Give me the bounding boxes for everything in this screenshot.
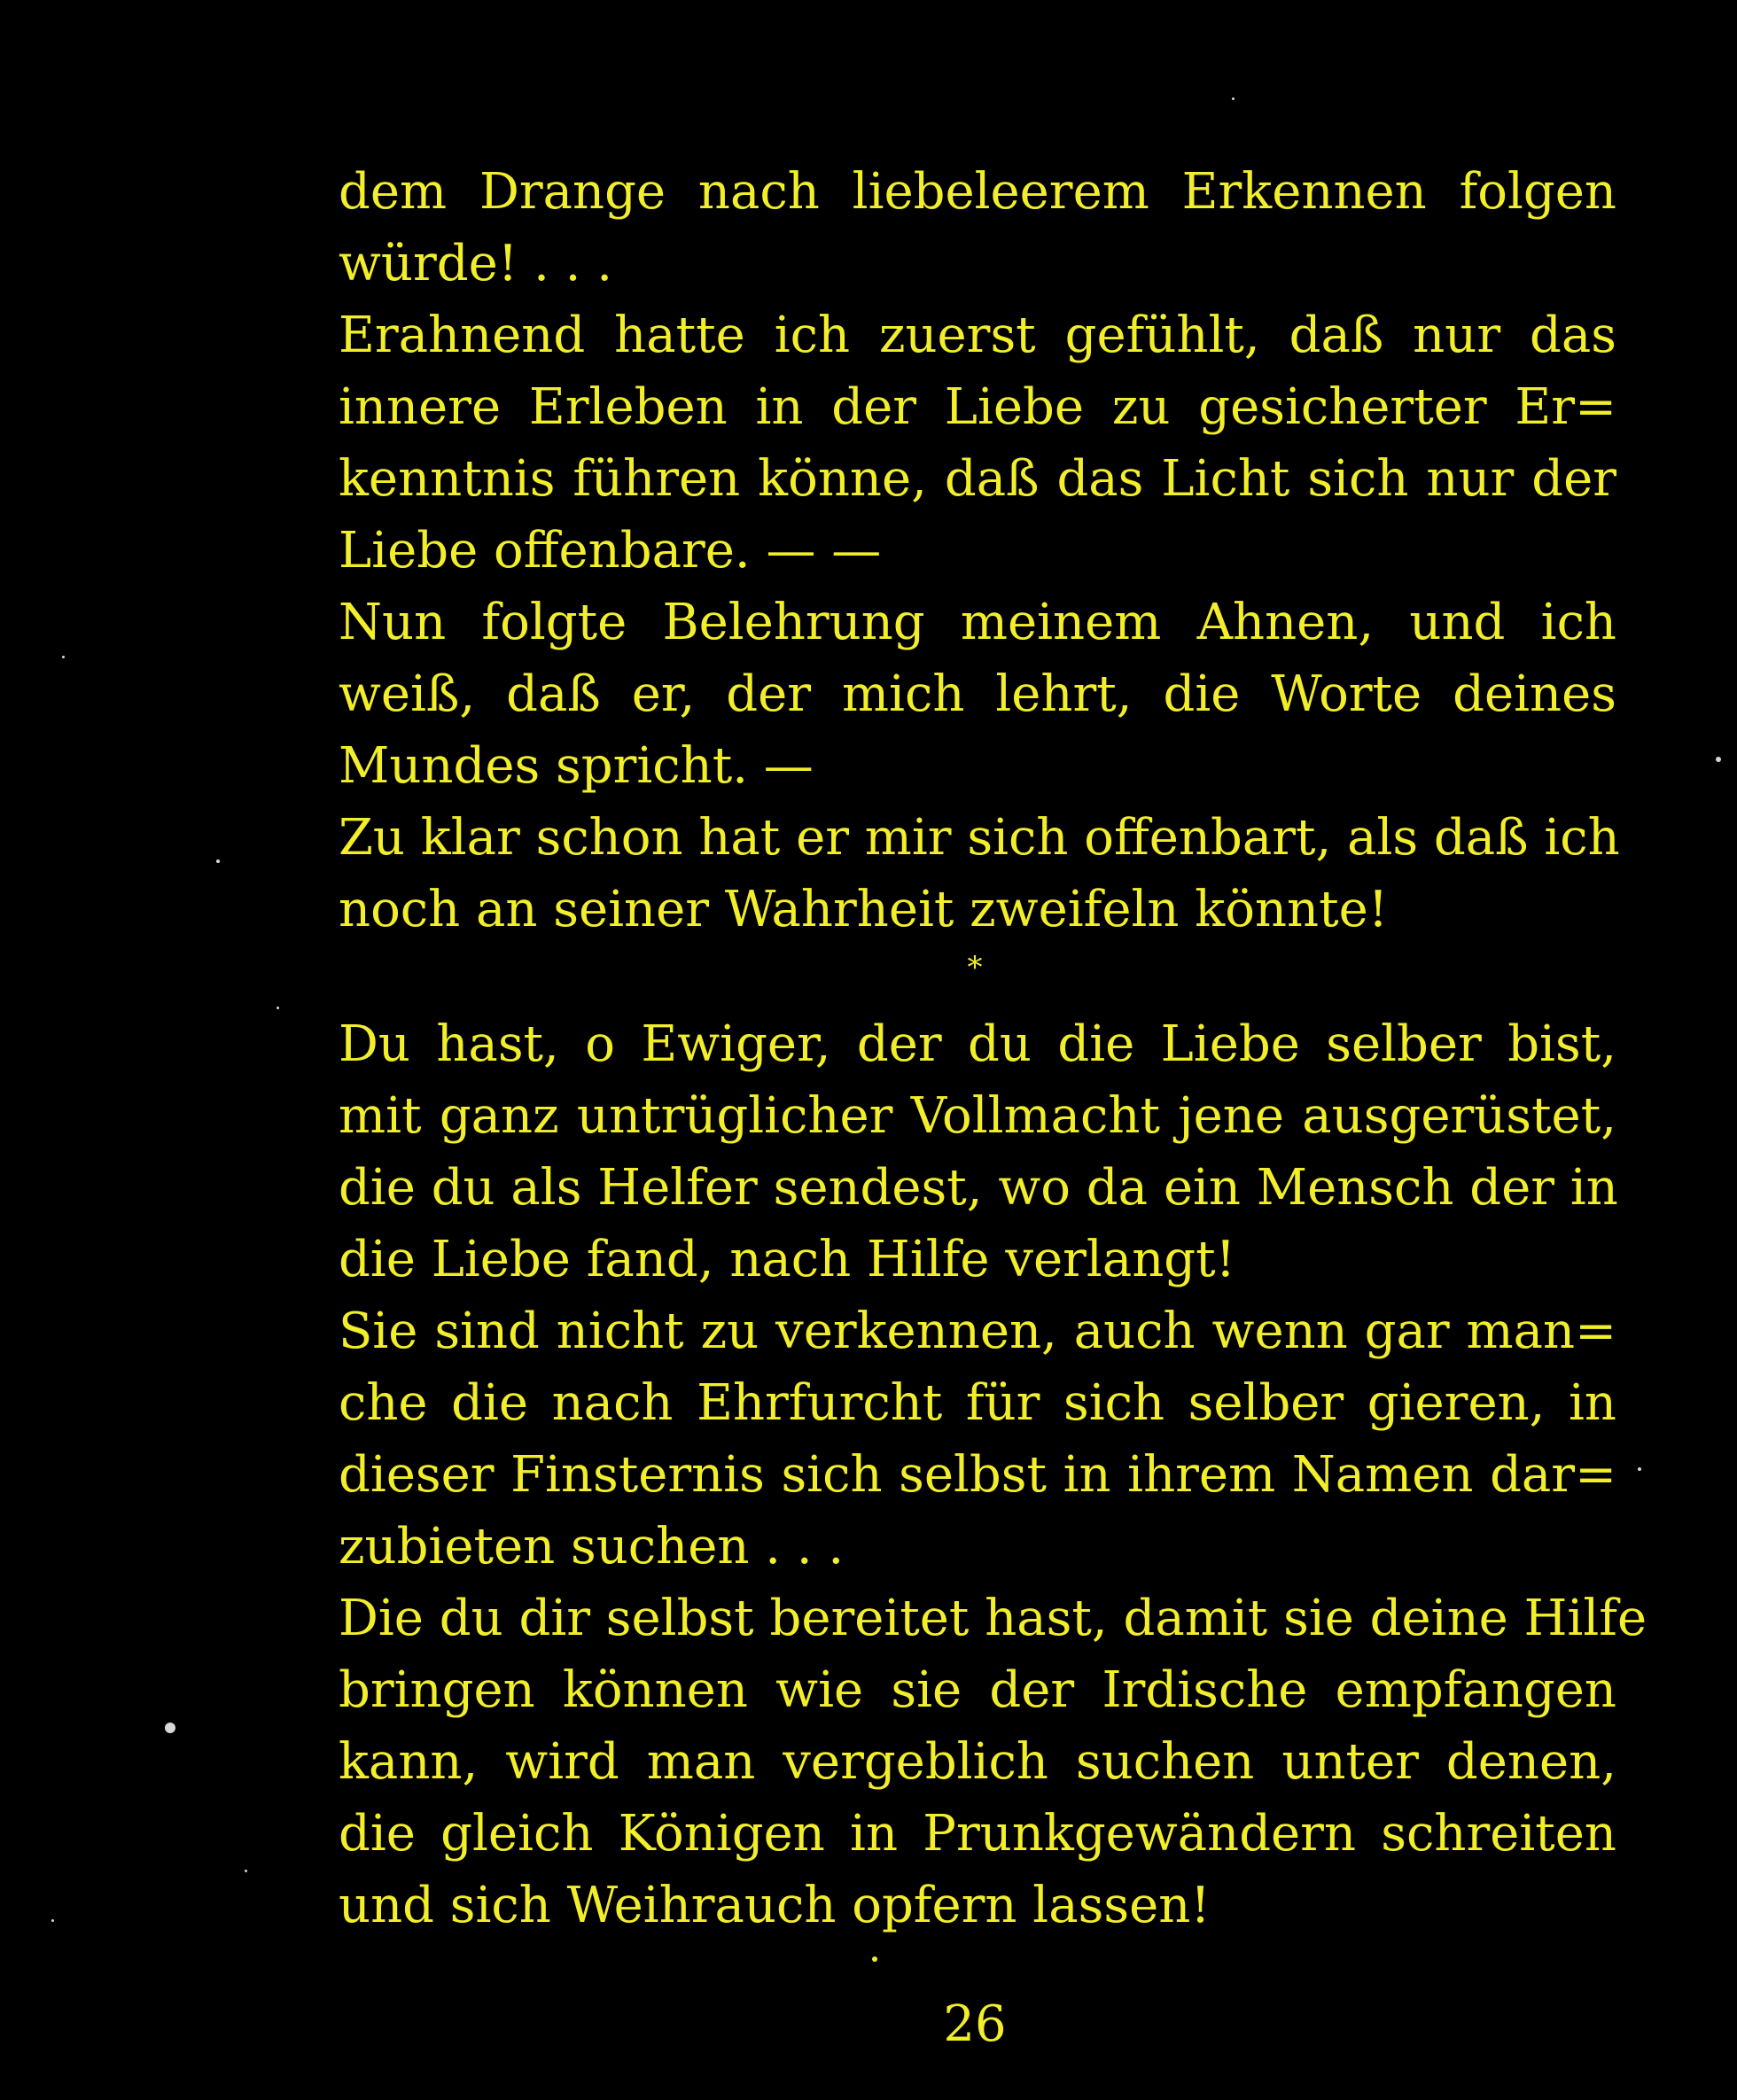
text-line: die du als Helfer sendest, wo da ein Mensch der in (339, 1159, 1618, 1217)
text-line: und sich Weihrauch opfern lassen! (339, 1877, 1211, 1934)
dust-speck (1638, 1467, 1641, 1471)
text-line: mit ganz untrüglicher Vollmacht jene ausgerüstet, (339, 1087, 1616, 1145)
text-line: Zu klar schon hat er mir sich offenbart, als daß ich (339, 809, 1620, 867)
text-line: würde! . . . (339, 235, 613, 292)
page-number: 26 (943, 1995, 1007, 2053)
dust-speck (165, 1723, 175, 1733)
text-line: Erahnend hatte ich zuerst gefühlt, daß nur das (339, 307, 1616, 364)
dust-speck (51, 1919, 54, 1922)
text-line: weiß, daß er, der mich lehrt, die Worte deines (339, 665, 1616, 723)
text-line: bringen können wie sie der Irdische empfangen (339, 1661, 1616, 1719)
text-line: kenntnis führen könne, daß das Licht sich nur der (339, 450, 1616, 508)
section-separator-star: * (967, 950, 983, 985)
text-line: Mundes spricht. — (339, 737, 814, 795)
text-line: Sie sind nicht zu verkennen, auch wenn gar man= (339, 1303, 1616, 1360)
text-line: Du hast, o Ewiger, der du die Liebe selber bist, (339, 1015, 1616, 1073)
dust-speck (1232, 97, 1235, 100)
dust-speck (872, 1956, 877, 1962)
paragraph-block-2 (339, 1008, 1647, 1941)
text-line: che die nach Ehrfurcht für sich selber gieren, in (339, 1374, 1616, 1432)
text-line: Nun folgte Belehrung meinem Ahnen, und ich (339, 594, 1616, 651)
text-line: die Liebe fand, nach Hilfe verlangt! (339, 1231, 1236, 1288)
dust-speck (245, 1870, 247, 1872)
text-line: zubieten suchen . . . (339, 1518, 845, 1575)
dust-speck (216, 859, 220, 863)
text-line: noch an seiner Wahrheit zweifeln könnte! (339, 881, 1389, 938)
text-line: die gleich Königen in Prunkgewändern schreiten (339, 1805, 1616, 1863)
paragraph-block-1 (339, 156, 1620, 945)
text-line: Die du dir selbst bereitet hast, damit sie deine Hilfe (339, 1590, 1647, 1647)
text-line: Liebe offenbare. — — (339, 522, 882, 579)
dust-speck (277, 1007, 279, 1009)
text-line: dieser Finsternis sich selbst in ihrem Namen dar= (339, 1446, 1616, 1504)
dust-speck (62, 656, 65, 658)
text-line: innere Erleben in der Liebe zu gesicherter Er= (339, 378, 1616, 436)
text-line: kann, wird man vergeblich suchen unter denen, (339, 1733, 1616, 1791)
text-line: dem Drange nach liebeleerem Erkennen folgen (339, 163, 1616, 221)
dust-speck (1716, 757, 1721, 762)
